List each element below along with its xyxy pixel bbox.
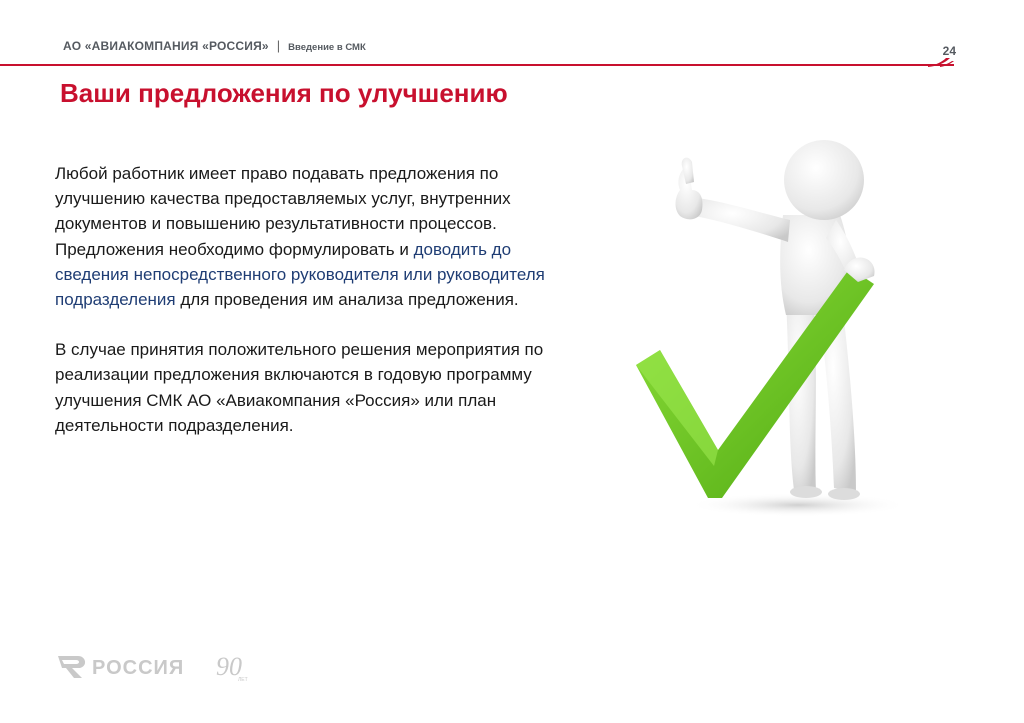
header-divider <box>0 64 954 66</box>
body-text <box>55 161 565 438</box>
rossiya-airline-logo-icon <box>56 648 276 682</box>
person-thumbs-up-with-checkmark-icon <box>618 120 908 520</box>
page-number: 24 <box>942 44 956 58</box>
logo-anniversary-sub: ЛЕТ <box>238 677 248 682</box>
paragraph-1-emphasis: доводить до сведения непосредственного руководителя или руководителя подразделения <box>55 239 545 310</box>
paragraph-2: В случае принятия положительного решения мероприятия по реализации предложения включаются в годовую программу улучшения СМК АО «Авиакомпания «Россия» или план деятельности подразделения. <box>55 340 544 435</box>
paragraph-1-end: для проведения им анализа предложения. <box>180 290 519 310</box>
divider-swoosh-icon <box>926 58 954 68</box>
logo-anniversary: 90 <box>216 652 242 681</box>
paragraph-1-start: Любой работник имеет право подавать предложения по улучшению качества предоставляемых услуг, внутренних документов и повышению результативности процессов. Предложения необходимо формулировать и <box>55 164 511 259</box>
slide-title: Ваши предложения по улучшению <box>60 78 508 108</box>
section-name: Введение в СМК <box>288 42 366 53</box>
header-separator: | <box>276 38 281 53</box>
paragraph-1 <box>55 161 565 312</box>
slide-header <box>63 38 366 53</box>
company-name: АО «АВИАКОМПАНИЯ «РОССИЯ» <box>63 39 269 53</box>
logo-wordmark: РОССИЯ <box>92 657 185 679</box>
